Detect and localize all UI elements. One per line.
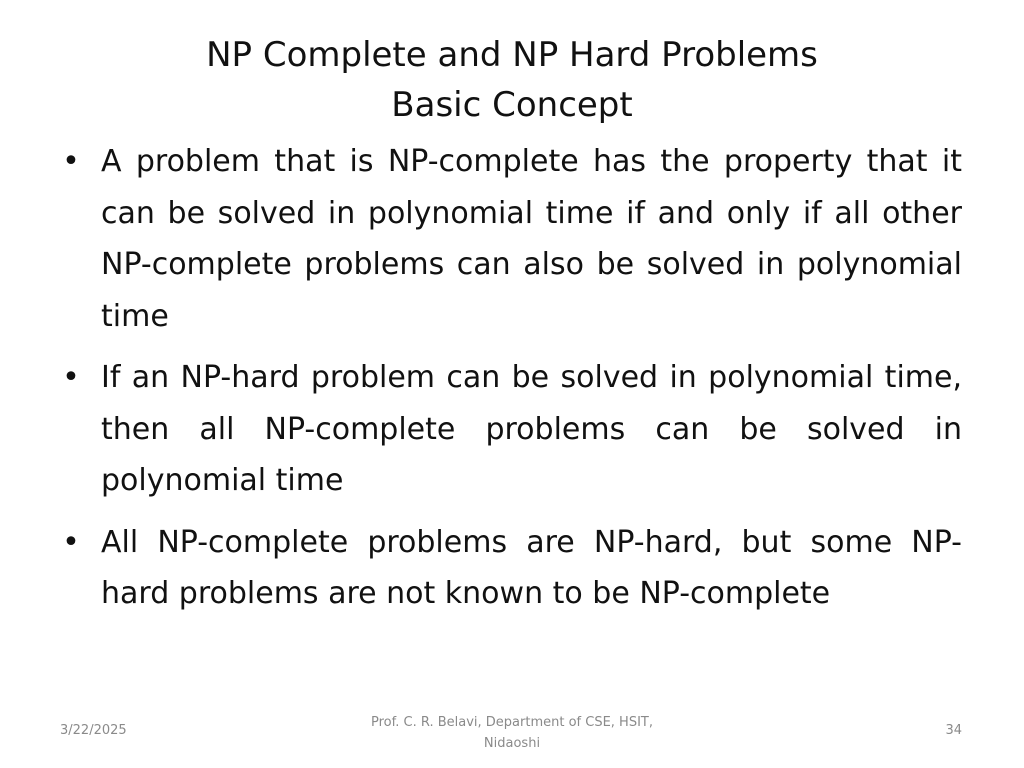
bullet-icon: • [62,524,80,560]
footer-author-line-1: Prof. C. R. Belavi, Department of CSE, HSIT, [371,715,653,730]
bullet-list [56,136,962,630]
bullet-text: If an NP-hard problem can be solved in polynomial time, then all NP-complete problems can be solved in polynomial time [101,360,962,498]
title-line-1: NP Complete and NP Hard Problems [206,35,818,75]
bullet-text: All NP-complete problems are NP-hard, but some NP-hard problems are not known to be NP-complete [101,524,962,611]
bullet-icon: • [62,360,80,395]
bullet-item [56,352,962,507]
footer-author-line-2: Nidaoshi [483,736,541,751]
bullet-item [56,136,962,342]
bullet-text: A problem that is NP-complete has the property that it can be solved in polynomial time if and only if all other NP-complete problems can also be solved in polynomial time [101,144,962,334]
footer-author [352,712,672,754]
bullet-item [56,517,962,620]
page-number: 34 [945,723,962,738]
slide-title [0,30,1024,130]
footer-date: 3/22/2025 [60,723,127,738]
bullet-icon: • [62,144,80,179]
title-line-2: Basic Concept [391,85,633,125]
